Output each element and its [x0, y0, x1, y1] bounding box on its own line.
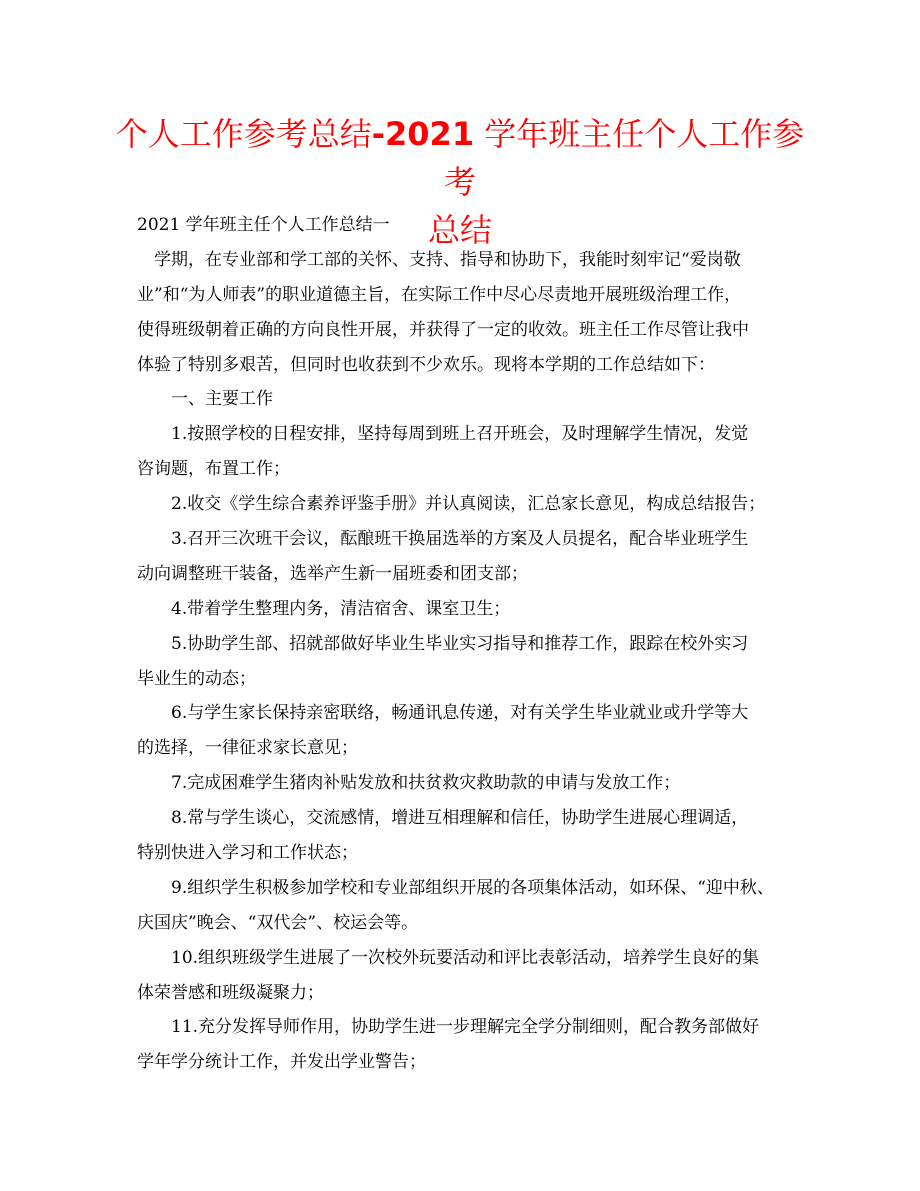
list-item-line: 3.召开三次班干会议，酝酿班干换届选举的方案及人员提名，配合毕业班学生 — [171, 529, 749, 550]
list-item-line: 咨询题，布置工作； — [137, 459, 290, 480]
intro-line: 使得班级朝着正确的方向良性开展，并获得了一定的收效。班主任工作尽管让我中 — [137, 319, 749, 340]
list-item-line: 特别快进入学习和工作状态； — [137, 843, 358, 864]
title-year: -2021 — [371, 115, 475, 153]
intro-line: 业”和“为人师表”的职业道德主旨，在实际工作中尽心尽责地开展班级治理工作， — [137, 284, 742, 305]
list-item-line: 1.按照学校的日程安排，坚持每周到班上召开班会，及时理解学生情况，发觉 — [171, 424, 749, 445]
list-item-line: 6.与学生家长保持亲密联络，畅通讯息传递，对有关学生毕业就业或升学等大 — [171, 703, 749, 724]
list-item-line: 的选择，一律征求家长意见； — [137, 738, 358, 759]
list-item-line: 7.完成困难学生猪肉补贴发放和扶贫救灾救助款的申请与发放工作； — [171, 773, 681, 794]
subtitle: 2021 学年班主任个人工作总结一 — [137, 215, 390, 235]
list-item-line: 8.常与学生谈心，交流感情，增进互相理解和信任，协助学生进展心理调适， — [171, 808, 749, 829]
list-item-line: 学年学分统计工作，并发出学业警告； — [137, 1052, 426, 1073]
title-line-2: 总结 — [427, 211, 492, 249]
intro-line: 学期，在专业部和学工部的关怀、支持、指导和协助下，我能时刻牢记“爱岗敬 — [154, 249, 741, 270]
section-heading: 一、主要工作 — [171, 389, 273, 410]
title-part-1: 个人工作参考总结 — [115, 115, 372, 153]
list-item-line: 9.组织学生积极参加学校和专业部组织开展的各项集体活动，如环保、“迎中秋、 — [171, 877, 774, 898]
list-item-line: 4.带着学生整理内务，清洁宿舍、课室卫生； — [171, 598, 511, 619]
title-line-1 — [110, 110, 810, 206]
list-item-line: 动向调整班干装备，选举产生新一届班委和团支部； — [137, 563, 528, 584]
list-item-line: 5.协助学生部、招就部做好毕业生毕业实习指导和推荐工作，跟踪在校外实习 — [171, 633, 749, 654]
title-part-2: 学年班主任个人工作参考 — [443, 115, 805, 201]
list-item-line: 毕业生的动态； — [137, 668, 256, 689]
list-item-line: 庆国庆”晚会、“双代会”、校运会等。 — [137, 912, 419, 933]
intro-line: 体验了特别多艰苦，但同时也收获到不少欢乐。现将本学期的工作总结如下： — [137, 354, 715, 375]
list-item-line: 2.收交《学生综合素养评鉴手册》并认真阅读，汇总家长意见，构成总结报告； — [171, 494, 766, 515]
list-item-line: 10.组织班级学生进展了一次校外玩要活动和评比表彰活动，培养学生良好的集 — [171, 947, 760, 968]
list-item-line: 11.充分发挥导师作用，协助学生进一步理解完全学分制细则，配合教务部做好 — [171, 1017, 760, 1038]
list-item-line: 体荣誉感和班级凝聚力； — [137, 982, 324, 1003]
document-body — [137, 208, 797, 1080]
